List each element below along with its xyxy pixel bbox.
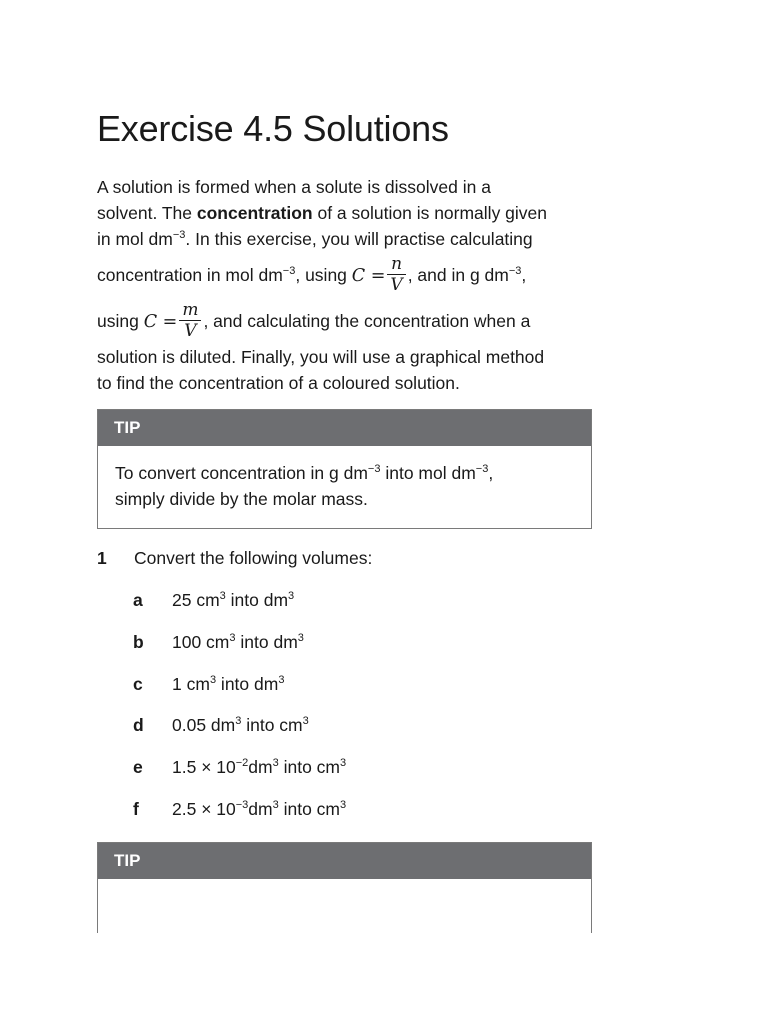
part-text (172, 757, 346, 778)
fraction-numerator: m (179, 300, 201, 321)
part-letter: e (133, 757, 143, 777)
superscript: 3 (302, 715, 309, 727)
part-text-segment: into cm (278, 799, 341, 819)
superscript: 3 (340, 799, 347, 811)
superscript: 3 (288, 590, 295, 602)
tip-body (98, 446, 591, 528)
superscript: 3 (209, 674, 217, 686)
tip-heading: TIP (98, 410, 591, 446)
part-text (172, 799, 346, 820)
intro-text: concentration in mol dm (97, 265, 283, 285)
superscript: 3 (219, 590, 226, 602)
intro-line (97, 226, 592, 252)
formula-lhs: C = (143, 312, 178, 332)
intro-text: solvent. The (97, 203, 197, 223)
intro-paragraph (97, 174, 592, 396)
intro-line: A solution is formed when a solute is dissolved in a (97, 177, 491, 197)
superscript: −3 (475, 463, 489, 475)
superscript: 3 (340, 757, 347, 769)
question-number: 1 (97, 548, 107, 568)
part-text (172, 674, 284, 695)
part-text-segment: into dm (225, 590, 289, 610)
intro-text: using (97, 311, 144, 331)
superscript: −3 (282, 265, 296, 277)
intro-line (97, 298, 592, 344)
tip-text: simply divide by the molar mass. (115, 489, 368, 509)
part-letter: d (133, 715, 144, 735)
intro-line: to find the concentration of a coloured solution. (97, 373, 460, 393)
part-letter: a (133, 590, 143, 610)
intro-text: in mol dm (97, 229, 173, 249)
superscript: 3 (297, 632, 304, 644)
superscript: 3 (272, 799, 279, 811)
intro-text: , and in g dm (407, 265, 509, 285)
part-text (172, 715, 309, 736)
formula-lhs: C = (351, 266, 386, 286)
formula-fraction (387, 254, 405, 295)
part-text-segment: dm (248, 757, 273, 777)
superscript: −3 (367, 463, 381, 475)
part-letter: c (133, 674, 143, 694)
tip-box-2 (97, 842, 592, 933)
part-text-segment: 0.05 dm (172, 715, 236, 735)
question-text: Convert the following volumes: (134, 548, 373, 568)
superscript: 3 (272, 757, 279, 769)
superscript: −2 (235, 757, 249, 769)
superscript: −3 (172, 229, 186, 241)
page-title: Exercise 4.5 Solutions (97, 108, 449, 149)
intro-text: , and calculating the concentration when a (203, 311, 531, 331)
part-text-segment: 100 cm (172, 632, 230, 652)
part-letter: f (133, 799, 139, 819)
part-text (172, 632, 304, 653)
intro-text: of a solution is normally given (312, 203, 548, 223)
intro-text: . In this exercise, you will practise calculating (185, 229, 533, 249)
superscript: 3 (278, 674, 285, 686)
tip-text: into mol dm (380, 463, 476, 483)
part-text-segment: dm (248, 799, 273, 819)
superscript: −3 (235, 799, 249, 811)
superscript: 3 (235, 715, 242, 727)
tip-text: , (488, 463, 494, 483)
part-text-segment: 1 cm (172, 674, 210, 694)
part-text-segment: 2.5 × 10 (172, 799, 236, 819)
intro-text: , using (295, 265, 352, 285)
part-text (172, 590, 294, 611)
intro-text: , (521, 265, 527, 285)
superscript: −3 (508, 265, 522, 277)
tip-text: To convert concentration in g dm (115, 463, 368, 483)
part-text-segment: into cm (241, 715, 303, 735)
fraction-numerator: n (387, 254, 405, 275)
intro-line (97, 200, 592, 226)
part-text-segment: into dm (216, 674, 279, 694)
superscript: 3 (229, 632, 236, 644)
key-term-concentration: concentration (196, 203, 313, 223)
part-text-segment: into cm (278, 757, 341, 777)
intro-line: solution is diluted. Finally, you will use a graphical method (97, 347, 545, 367)
fraction-denominator: V (390, 274, 403, 295)
part-letter: b (133, 632, 144, 652)
part-text-segment: into dm (235, 632, 298, 652)
fraction-denominator: V (184, 320, 197, 341)
tip-box (97, 409, 592, 529)
part-text-segment: 1.5 × 10 (172, 757, 236, 777)
intro-line (97, 252, 592, 298)
part-text-segment: 25 cm (172, 590, 220, 610)
tip-heading: TIP (98, 843, 591, 879)
formula-fraction (179, 300, 201, 341)
